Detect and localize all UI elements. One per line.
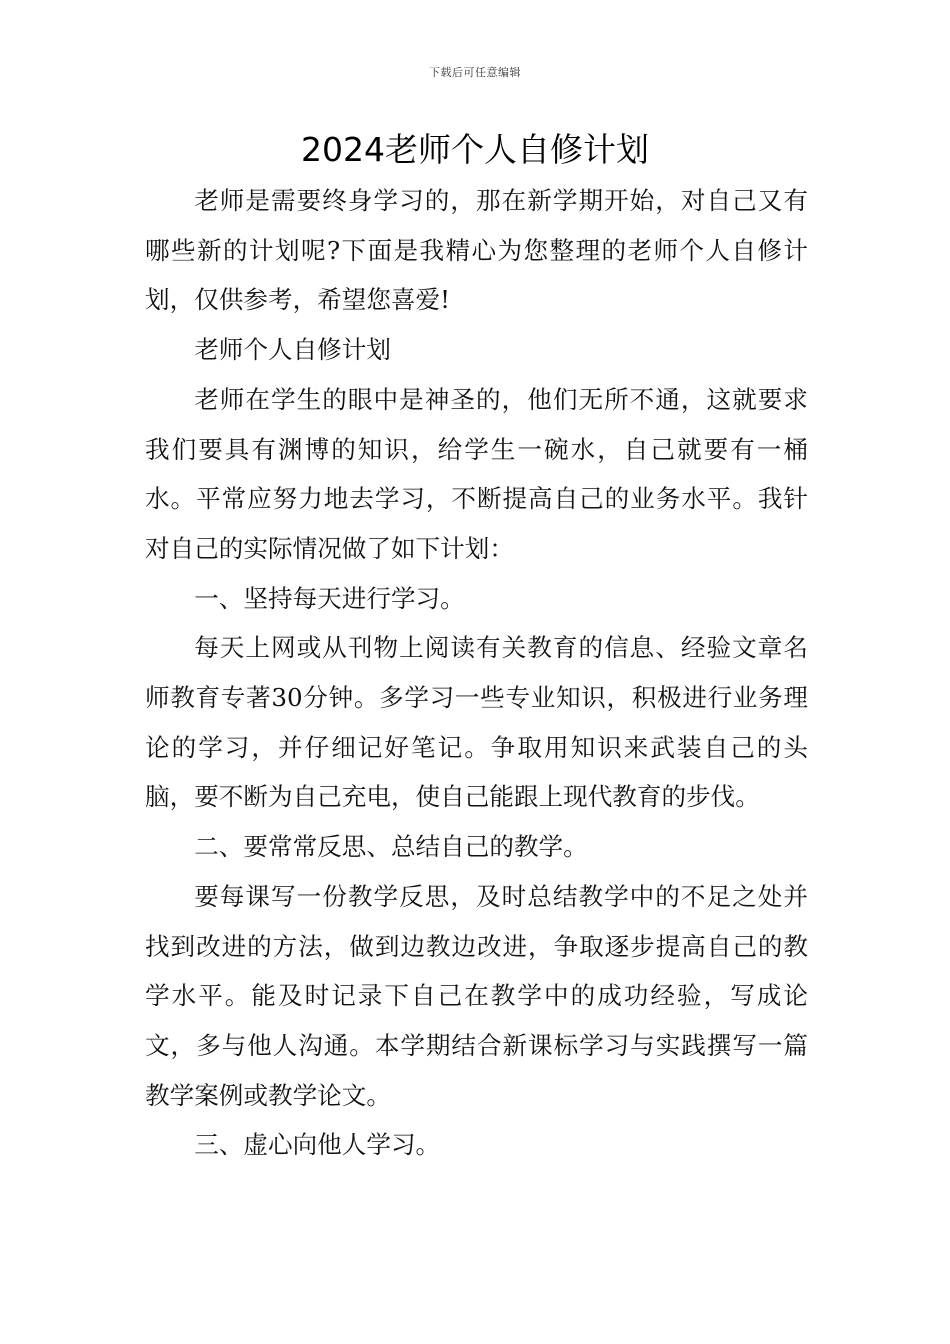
section-heading-3: 三、虚心向他人学习。 xyxy=(194,1130,441,1160)
paragraph-preface: 老师在学生的眼中是神圣的，他们无所不通，这就要求我们要具有渊博的知识，给学生一碗水，自己就要有一桶水。平常应努力地去学习，不断提高自己的业务水平。我针对自己的实际情况做了如下计划： xyxy=(145,384,808,563)
page-header-note: 下载后可任意编辑 xyxy=(429,66,521,79)
paragraph-intro: 老师是需要终身学习的，那在新学期开始，对自己又有哪些新的计划呢?下面是我精心为您整理的老师个人自修计划，仅供参考，希望您喜爱! xyxy=(145,186,808,315)
section-heading-1: 一、坚持每天进行学习。 xyxy=(194,583,465,613)
paragraph-section-1: 每天上网或从刊物上阅读有关教育的信息、经验文章名师教育专著30分钟。多学习一些专业知识，积极进行业务理论的学习，并仔细记好笔记。争取用知识来武装自己的头脑，要不断为自己充电，使自己能跟上现代教育的步伐。 xyxy=(145,633,808,812)
document-title: 2024老师个人自修计划 xyxy=(301,130,649,169)
paragraph-subtitle: 老师个人自修计划 xyxy=(194,335,391,365)
section-heading-2: 二、要常常反思、总结自己的教学。 xyxy=(194,832,588,862)
paragraph-section-2: 要每课写一份教学反思，及时总结教学中的不足之处并找到改进的方法，做到边教边改进，争取逐步提高自己的教学水平。能及时记录下自己在教学中的成功经验，写成论文，多与他人沟通。本学期结合新课标学习与实践撰写一篇教学案例或教学论文。 xyxy=(145,881,808,1110)
document-body xyxy=(145,176,808,1170)
